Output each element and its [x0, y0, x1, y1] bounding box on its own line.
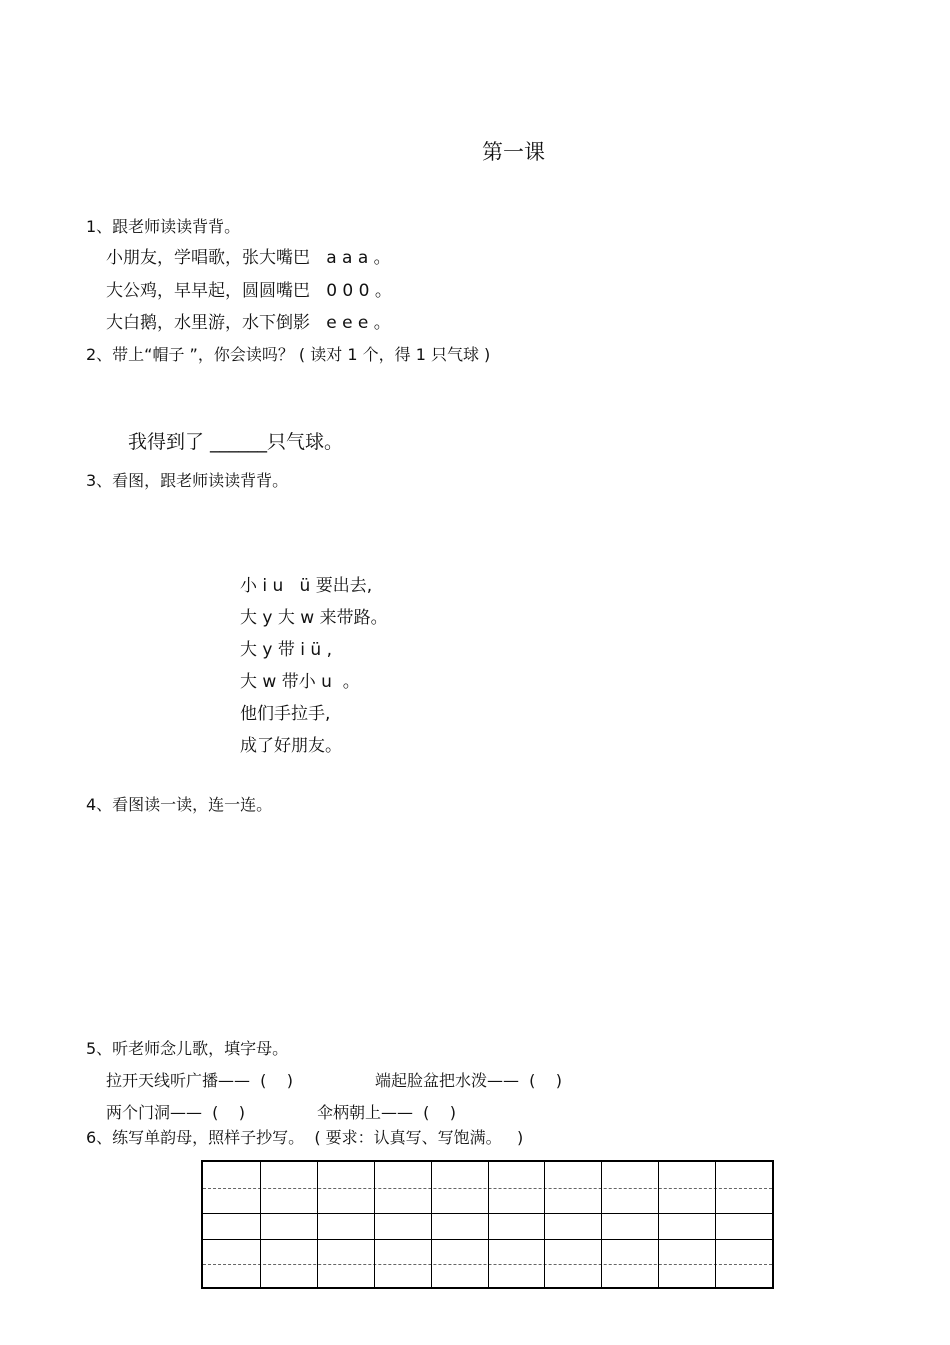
q5-row2-right: 伞柄朝上—— ( ) [317, 1103, 457, 1122]
q3-poem-line-2: 大 y 大 w 来带路。 [240, 608, 388, 628]
q3-poem-line-5: 他们手拉手, [240, 704, 331, 724]
q5-row1-left: 拉开天线听广播—— ( ) [106, 1071, 294, 1090]
q2-answer-line: 我得到了 ______只气球。 [128, 431, 344, 453]
q4-heading: 4、看图读一读，连一连。 [86, 795, 273, 814]
q5-row2-left: 两个门洞—— ( ) [106, 1103, 246, 1122]
q3-poem-line-6: 成了好朋友。 [240, 736, 342, 756]
page-title: 第一课 [482, 140, 545, 164]
q5-heading: 5、听老师念儿歌，填字母。 [86, 1039, 289, 1058]
grid-column-divider [544, 1162, 545, 1287]
q3-poem-line-4: 大 w 带小 u 。 [240, 672, 360, 692]
q3-heading: 3、看图，跟老师读读背背。 [86, 471, 289, 490]
q5-row1-right: 端起脸盆把水泼—— ( ) [375, 1071, 563, 1090]
q3-poem-line-3: 大 y 带 i ü , [240, 640, 332, 660]
grid-column-divider [431, 1162, 432, 1287]
grid-column-divider [317, 1162, 318, 1287]
q6-heading: 6、练写单韵母，照样子抄写。 ( 要求：认真写、写饱满。 ) [86, 1128, 524, 1147]
grid-column-divider [374, 1162, 375, 1287]
q1-heading: 1、跟老师读读背背。 [86, 217, 241, 236]
q1-line-3: 大白鹅，水里游，水下倒影 e e e 。 [106, 313, 391, 333]
grid-column-divider [601, 1162, 602, 1287]
q2-heading: 2、带上“帽子 ”，你会读吗？ ( 读对 1 个，得 1 只气球 ) [86, 345, 491, 364]
grid-column-divider [260, 1162, 261, 1287]
grid-column-divider [488, 1162, 489, 1287]
q3-poem-line-1: 小 i u ü 要出去, [240, 576, 373, 596]
q1-line-2: 大公鸡，早早起，圆圆嘴巴 0 0 0 。 [106, 281, 392, 301]
writing-practice-grid[interactable] [201, 1160, 774, 1289]
grid-column-divider [715, 1162, 716, 1287]
q1-line-1: 小朋友，学唱歌，张大嘴巴 a a a 。 [106, 248, 391, 268]
grid-column-divider [658, 1162, 659, 1287]
